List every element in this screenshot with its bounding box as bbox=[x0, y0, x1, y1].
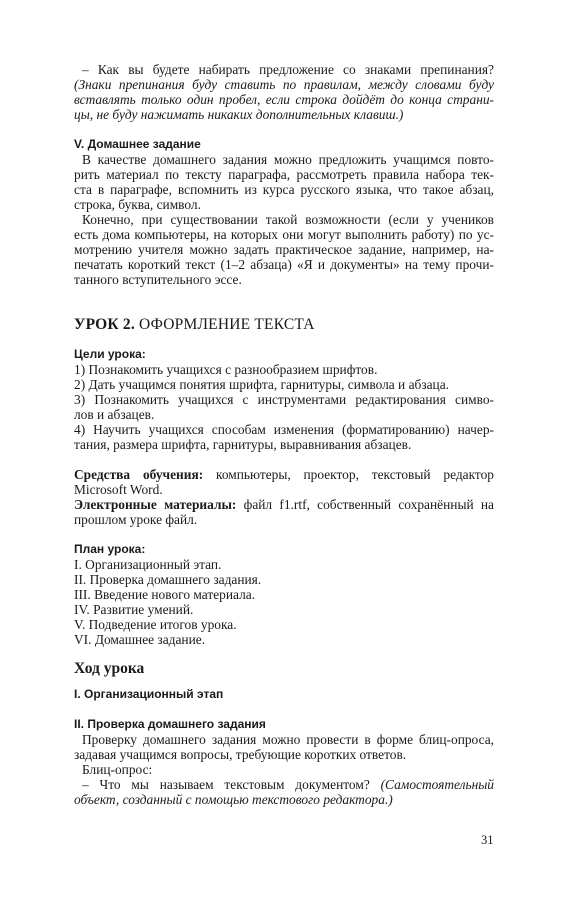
lesson-title-text: ОФОРМЛЕНИЕ ТЕКСТА bbox=[134, 316, 315, 333]
list-item: III. Введение нового материала. bbox=[74, 587, 256, 602]
text-line: Microsoft Word. bbox=[74, 482, 163, 497]
text-line: есть дома компьютеры, на которых они могут выполнить работу) по ус- bbox=[74, 227, 494, 242]
section-heading: V. Домашнее задание bbox=[74, 137, 201, 151]
list-item: IV. Развитие умений. bbox=[74, 602, 194, 617]
text-line: Проверку домашнего задания можно провести в форме блиц-опроса, bbox=[82, 732, 494, 747]
list-item: II. Проверка домашнего задания. bbox=[74, 572, 262, 587]
text-line: строка, буква, символ. bbox=[74, 197, 201, 212]
text-line: Конечно, при существовании такой возможности (если у учеников bbox=[82, 212, 494, 227]
list-item: 1) Познакомить учащихся с разнообразием шрифтов. bbox=[74, 362, 378, 377]
text-line: В качестве домашнего задания можно предложить учащимся повто- bbox=[82, 152, 494, 167]
text-line: вставлять только один пробел, если строка дойдёт до конца страни- bbox=[74, 92, 494, 107]
text-line: объект, созданный с помощью текстового редактора.) bbox=[74, 792, 393, 807]
text-line: тания, размера шрифта, гарнитуры, выравнивания абзацев. bbox=[74, 437, 412, 452]
section-heading: Цели урока: bbox=[74, 347, 146, 361]
label-text: компьютеры, проектор, текстовый редактор bbox=[203, 467, 494, 482]
text-line bbox=[74, 497, 494, 512]
text-line: танного вступительного эссе. bbox=[74, 272, 242, 287]
text-line: рить материал по тексту параграфа, рассмотреть правила набора тек- bbox=[74, 167, 494, 182]
answer-text: (Самостоятельный bbox=[369, 777, 494, 792]
question-text: – Что мы называем текстовым документом? bbox=[82, 777, 370, 792]
text-line: ста в параграфе, вспомнить из курса русского языка, что такое абзац, bbox=[74, 182, 494, 197]
text-line: печатать короткий текст (1–2 абзаца) «Я и документы» на тему прочи- bbox=[74, 257, 494, 272]
list-item: 4) Научить учащихся способам изменения (форматированию) начер- bbox=[74, 422, 494, 437]
text-line: цы, не буду нажимать никаких дополнительных клавиш.) bbox=[74, 107, 404, 122]
lesson-title bbox=[74, 316, 494, 334]
section-heading: II. Проверка домашнего задания bbox=[74, 717, 266, 731]
list-item: V. Подведение итогов урока. bbox=[74, 617, 237, 632]
section-heading: I. Организационный этап bbox=[74, 687, 224, 701]
list-item: 2) Дать учащимся понятия шрифта, гарнитуры, символа и абзаца. bbox=[74, 377, 450, 392]
text-line: задавая учащимся вопросы, требующие коротких ответов. bbox=[74, 747, 407, 762]
label-bold: Электронные материалы: bbox=[74, 497, 237, 512]
label-bold: Средства обучения: bbox=[74, 467, 204, 482]
section-title: Ход урока bbox=[74, 660, 145, 677]
section-heading: План урока: bbox=[74, 542, 146, 556]
text-line: лов и абзацев. bbox=[74, 407, 155, 422]
text-line: (Знаки препинания буду ставить по правилам, между словами буду bbox=[74, 77, 494, 92]
list-item: I. Организационный этап. bbox=[74, 557, 222, 572]
text-line: Блиц-опрос: bbox=[82, 762, 153, 777]
text-line: – Как вы будете набирать предложение со знаками препинания? bbox=[82, 62, 494, 77]
text-line: прошлом уроке файл. bbox=[74, 512, 198, 527]
text-line bbox=[74, 467, 494, 482]
list-item: 3) Познакомить учащихся с инструментами редактирования симво- bbox=[74, 392, 494, 407]
text-line: мотрению учителя можно задать практическое задание, например, на- bbox=[74, 242, 494, 257]
lesson-number: УРОК 2. bbox=[74, 316, 135, 333]
label-text: файл f1.rtf, собственный сохранённый на bbox=[236, 497, 494, 512]
list-item: VI. Домашнее задание. bbox=[74, 632, 206, 647]
page-number: 31 bbox=[481, 833, 494, 847]
text-line bbox=[74, 777, 494, 792]
